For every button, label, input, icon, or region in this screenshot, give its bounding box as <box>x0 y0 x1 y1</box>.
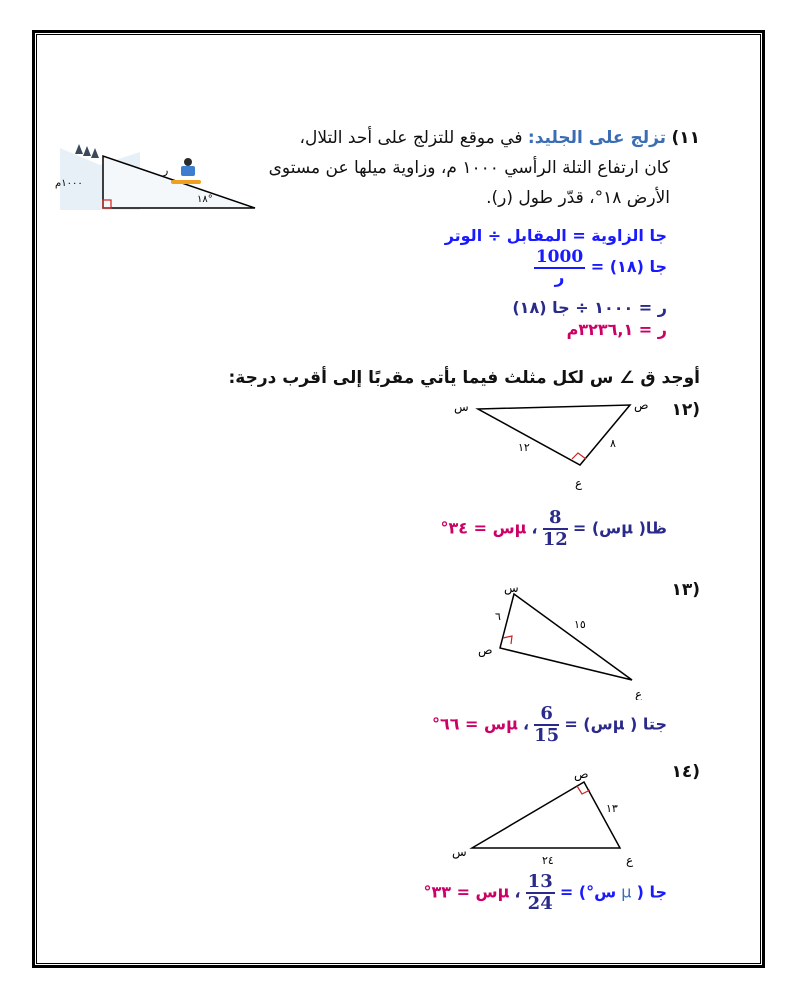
problem-11-line1 <box>300 128 700 148</box>
solution-11-sin18: جا (١٨) = <box>590 257 667 277</box>
answer-14-sin-end: س°) = <box>559 882 617 902</box>
triangle-12 <box>440 395 660 495</box>
triangle-14-side-13: ١٣ <box>606 802 618 815</box>
fig-angle-label: ١٨° <box>197 194 213 205</box>
problem-11-line3: الأرض ١٨°، قدّر طول (ر). <box>486 188 670 208</box>
answer-13-result: µس = ٦٦° <box>431 714 518 734</box>
triangle-14 <box>450 768 650 868</box>
solution-11-line4: ر = ٣٢٣٦,١م <box>566 320 667 339</box>
answer-12-tan: ظا( µس) = <box>572 518 667 538</box>
answer-14-mu: µ <box>621 882 632 902</box>
triangle-13 <box>470 580 650 700</box>
solution-11-fraction <box>534 248 585 287</box>
triangle-12-vertex-ain: ع <box>575 476 583 490</box>
triangle-14-shape <box>472 782 620 848</box>
answer-12-num: 8 <box>543 508 568 530</box>
problem-12-number: ١٢) <box>671 400 700 420</box>
skier-icon <box>171 158 201 184</box>
triangle-12-right-angle <box>572 453 586 459</box>
triangle-12-vertex-s: س <box>454 400 469 414</box>
answer-14-den: 24 <box>527 892 553 914</box>
trees-icon <box>75 144 99 158</box>
instruction-text: أوجد ق ∠ س لكل مثلث فيما يأتي مقربًا إلى أقرب درجة: <box>228 368 700 388</box>
problem-11-line2: كان ارتفاع التلة الرأسي ١٠٠٠ م، وزاوية ميلها عن مستوى <box>268 158 670 178</box>
triangle-14-vertex-s: س <box>452 845 467 859</box>
answer-13-cos: جتا ( µس) = <box>564 714 667 734</box>
triangle-12-vertex-ss: ص <box>634 398 649 412</box>
triangle-13-vertex-ain: ع <box>635 687 643 700</box>
triangle-12-side-12: ١٢ <box>518 441 530 454</box>
answer-12 <box>441 508 667 550</box>
triangle-12-shape <box>478 405 630 465</box>
problem-11-heading: تزلج على الجليد: <box>527 128 667 148</box>
triangle-14-vertex-ss: ص <box>574 768 589 781</box>
triangle-14-side-24: ٢٤ <box>542 854 554 867</box>
triangle-13-vertex-s: س <box>504 581 519 595</box>
triangle-13-side-15: ١٥ <box>574 618 586 631</box>
solution-11-denominator: ر <box>554 267 565 288</box>
ski-slope-figure <box>55 140 265 220</box>
problem-11-number: ١١) <box>671 128 700 148</box>
answer-14-sep: ، <box>514 882 521 902</box>
answer-14-sin: جا ( <box>636 882 667 902</box>
problem-13-number: ١٣) <box>671 580 700 600</box>
problem-11-text-1: في موقع للتزلج على أحد التلال، <box>299 128 523 148</box>
answer-13-den: 15 <box>534 724 560 746</box>
solution-11-line2 <box>534 248 667 287</box>
answer-14-num: 13 <box>527 871 553 892</box>
answer-12-fraction <box>543 508 568 550</box>
answer-13-fraction <box>534 704 559 746</box>
fig-height-label: ١٠٠٠م <box>55 178 83 189</box>
solution-11-numerator: 1000 <box>535 247 584 267</box>
triangle-14-vertex-ain: ع <box>626 853 634 867</box>
answer-12-result: µس = ٣٤° <box>440 518 527 538</box>
triangle-13-shape <box>500 594 632 680</box>
triangle-13-vertex-ss: ص <box>478 643 493 657</box>
solution-11-line1: جا الزاوية = المقابل ÷ الوتر <box>444 226 667 245</box>
problem-14-number: ١٤) <box>671 762 700 782</box>
triangle-13-right-angle <box>503 636 512 644</box>
triangle-12-side-8: ٨ <box>610 437 616 450</box>
triangle-13-side-6: ٦ <box>495 610 501 623</box>
answer-13-sep: ، <box>522 714 530 734</box>
answer-13 <box>432 704 667 746</box>
answer-12-sep: ، <box>531 518 538 538</box>
answer-14 <box>423 872 667 914</box>
answer-12-den: 12 <box>542 528 568 550</box>
solution-11-line3: ر = ١٠٠٠ ÷ جا (١٨) <box>512 298 667 317</box>
answer-14-result: µس = ٣٣° <box>423 882 510 902</box>
answer-13-num: 6 <box>534 704 559 726</box>
fig-side-label: ر <box>163 164 169 177</box>
answer-14-fraction <box>526 872 555 914</box>
